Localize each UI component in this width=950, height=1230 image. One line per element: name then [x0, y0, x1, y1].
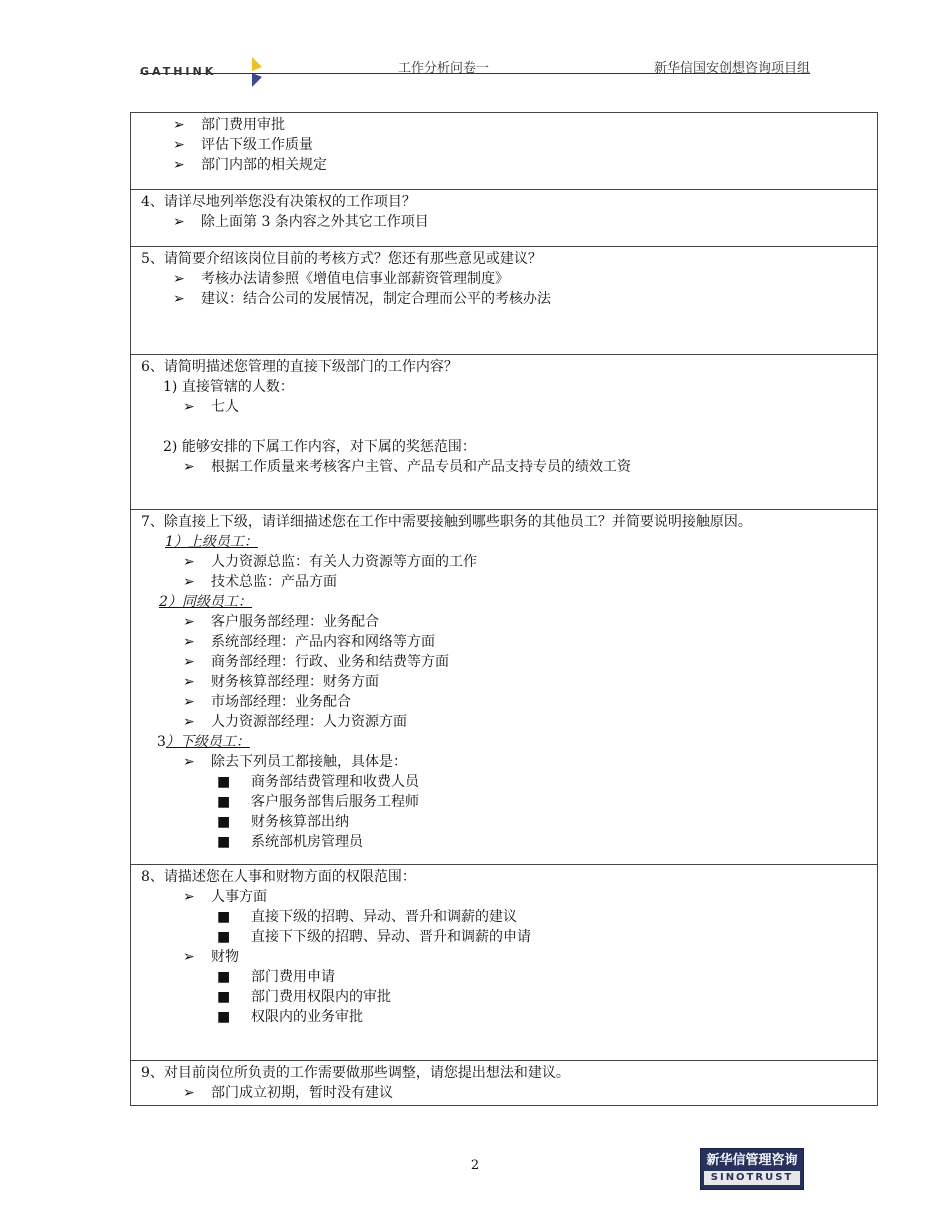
arrow-bullet-icon: ➢	[173, 291, 185, 307]
arrow-bullet-icon: ➢	[183, 754, 195, 770]
logo-arrow-icon	[250, 57, 264, 87]
list-item: ➢ 人力资源总监：有关人力资源等方面的工作	[183, 554, 477, 570]
sub-list-item: ■ 客户服务部售后服务工程师	[217, 794, 419, 810]
arrow-bullet-icon: ➢	[183, 634, 195, 650]
sub-list-item: ■ 系统部机房管理员	[217, 834, 363, 850]
arrow-bullet-icon: ➢	[183, 554, 195, 570]
arrow-bullet-icon: ➢	[183, 1085, 195, 1101]
list-item: ➢ 建议：结合公司的发展情况，制定合理而公平的考核办法	[173, 291, 551, 307]
section-6-cell	[131, 355, 878, 510]
question-text: 7、除直接上下级，请详细描述您在工作中需要接触到哪些职务的其他员工？并简要说明接触原因。	[141, 514, 752, 530]
square-bullet-icon: ■	[217, 989, 231, 1005]
square-bullet-icon: ■	[217, 909, 231, 925]
section-4-cell	[131, 190, 878, 247]
arrow-bullet-icon: ➢	[183, 949, 195, 965]
section-9-cell	[131, 1061, 878, 1106]
list-item: ➢ 部门成立初期，暂时没有建议	[183, 1085, 393, 1101]
sub-list-item: ■ 商务部结费管理和收费人员	[217, 774, 419, 790]
list-item: ➢ 人力资源部经理：人力资源方面	[183, 714, 407, 730]
arrow-bullet-icon: ➢	[183, 674, 195, 690]
page-header	[140, 52, 810, 92]
square-bullet-icon: ■	[217, 834, 231, 850]
gathink-logo: GATHINK	[140, 65, 217, 78]
section-7-row	[131, 510, 878, 865]
list-item: ➢ 根据工作质量来考核客户主管、产品专员和产品支持专员的绩效工资	[183, 459, 631, 475]
section-6-row	[131, 355, 878, 510]
list-item: ➢ 除上面第 3 条内容之外其它工作项目	[173, 214, 429, 230]
list-item: ➢ 财物	[183, 949, 239, 965]
sinotrust-logo	[700, 1148, 804, 1190]
page-number: 2	[470, 1158, 480, 1173]
square-bullet-icon: ■	[217, 814, 231, 830]
sub-list-item: ■ 财务核算部出纳	[217, 814, 349, 830]
question-text: 4、请详尽地列举您没有决策权的工作项目？	[141, 194, 416, 210]
list-item: ➢ 商务部经理：行政、业务和结费等方面	[183, 654, 449, 670]
list-item: ➢ 财务核算部经理：财务方面	[183, 674, 379, 690]
arrow-bullet-icon: ➢	[183, 714, 195, 730]
sub-list-item: ■ 部门费用申请	[217, 969, 335, 985]
list-item: ➢ 部门费用审批	[173, 117, 285, 133]
square-bullet-icon: ■	[217, 794, 231, 810]
section-4-row	[131, 190, 878, 247]
list-item: ➢ 人事方面	[183, 889, 267, 905]
section-5-row	[131, 247, 878, 355]
sub-list-item: ■ 权限内的业务审批	[217, 1009, 363, 1025]
sub-list-item: ■ 直接下下级的招聘、异动、晋升和调薪的申请	[217, 929, 531, 945]
subheading: 2) 能够安排的下属工作内容，对下属的奖惩范围：	[163, 439, 476, 455]
category-heading: 1）上级员工：	[165, 534, 258, 550]
arrow-bullet-icon: ➢	[183, 459, 195, 475]
sub-list-item: ■ 部门费用权限内的审批	[217, 989, 391, 1005]
arrow-bullet-icon: ➢	[183, 399, 195, 415]
list-item: ➢ 评估下级工作质量	[173, 137, 313, 153]
arrow-bullet-icon: ➢	[183, 574, 195, 590]
list-item: ➢ 技术总监：产品方面	[183, 574, 337, 590]
questionnaire-table	[130, 112, 878, 1106]
arrow-bullet-icon: ➢	[173, 214, 185, 230]
list-item: ➢ 七人	[183, 399, 239, 415]
section-5-cell	[131, 247, 878, 355]
list-item: ➢ 部门内部的相关规定	[173, 157, 327, 173]
list-item: ➢ 市场部经理：业务配合	[183, 694, 351, 710]
arrow-bullet-icon: ➢	[173, 137, 185, 153]
sub-list-item: ■ 直接下级的招聘、异动、晋升和调薪的建议	[217, 909, 517, 925]
section-8-row	[131, 865, 878, 1061]
arrow-bullet-icon: ➢	[173, 117, 185, 133]
arrow-bullet-icon: ➢	[173, 271, 185, 287]
section-8-cell	[131, 865, 878, 1061]
list-item: ➢ 除去下列员工都接触，具体是：	[183, 754, 407, 770]
logo-en-text: SINOTRUST	[704, 1171, 800, 1185]
company-name: 新华信国安创想咨询项目组	[653, 61, 810, 76]
arrow-bullet-icon: ➢	[183, 654, 195, 670]
question-text: 8、请描述您在人事和财物方面的权限范围：	[141, 869, 416, 885]
arrow-bullet-icon: ➢	[183, 889, 195, 905]
list-item: ➢ 系统部经理：产品内容和网络等方面	[183, 634, 435, 650]
header-rule	[140, 73, 810, 74]
subheading: 1) 直接管辖的人数：	[163, 379, 294, 395]
category-heading: 3）下级员工：	[157, 734, 250, 750]
section-9-row	[131, 1061, 878, 1106]
arrow-bullet-icon: ➢	[183, 694, 195, 710]
section-3-cell	[131, 113, 878, 190]
list-item: ➢ 客户服务部经理：业务配合	[183, 614, 379, 630]
list-item: ➢ 考核办法请参照《增值电信事业部薪资管理制度》	[173, 271, 509, 287]
question-text: 6、请简明描述您管理的直接下级部门的工作内容？	[141, 359, 458, 375]
section-7-cell	[131, 510, 878, 865]
logo-cn-text: 新华信管理咨询	[706, 1153, 798, 1168]
question-text: 5、请简要介绍该岗位目前的考核方式？您还有那些意见或建议？	[141, 251, 542, 267]
category-heading: 2）同级员工：	[159, 594, 252, 610]
question-text: 9、对目前岗位所负责的工作需要做那些调整，请您提出想法和建议。	[141, 1065, 570, 1081]
document-title: 工作分析问卷一	[398, 61, 490, 76]
arrow-bullet-icon: ➢	[173, 157, 185, 173]
square-bullet-icon: ■	[217, 929, 231, 945]
square-bullet-icon: ■	[217, 774, 231, 790]
section-3-row	[131, 113, 878, 190]
arrow-bullet-icon: ➢	[183, 614, 195, 630]
square-bullet-icon: ■	[217, 1009, 231, 1025]
square-bullet-icon: ■	[217, 969, 231, 985]
spacer	[141, 417, 867, 437]
